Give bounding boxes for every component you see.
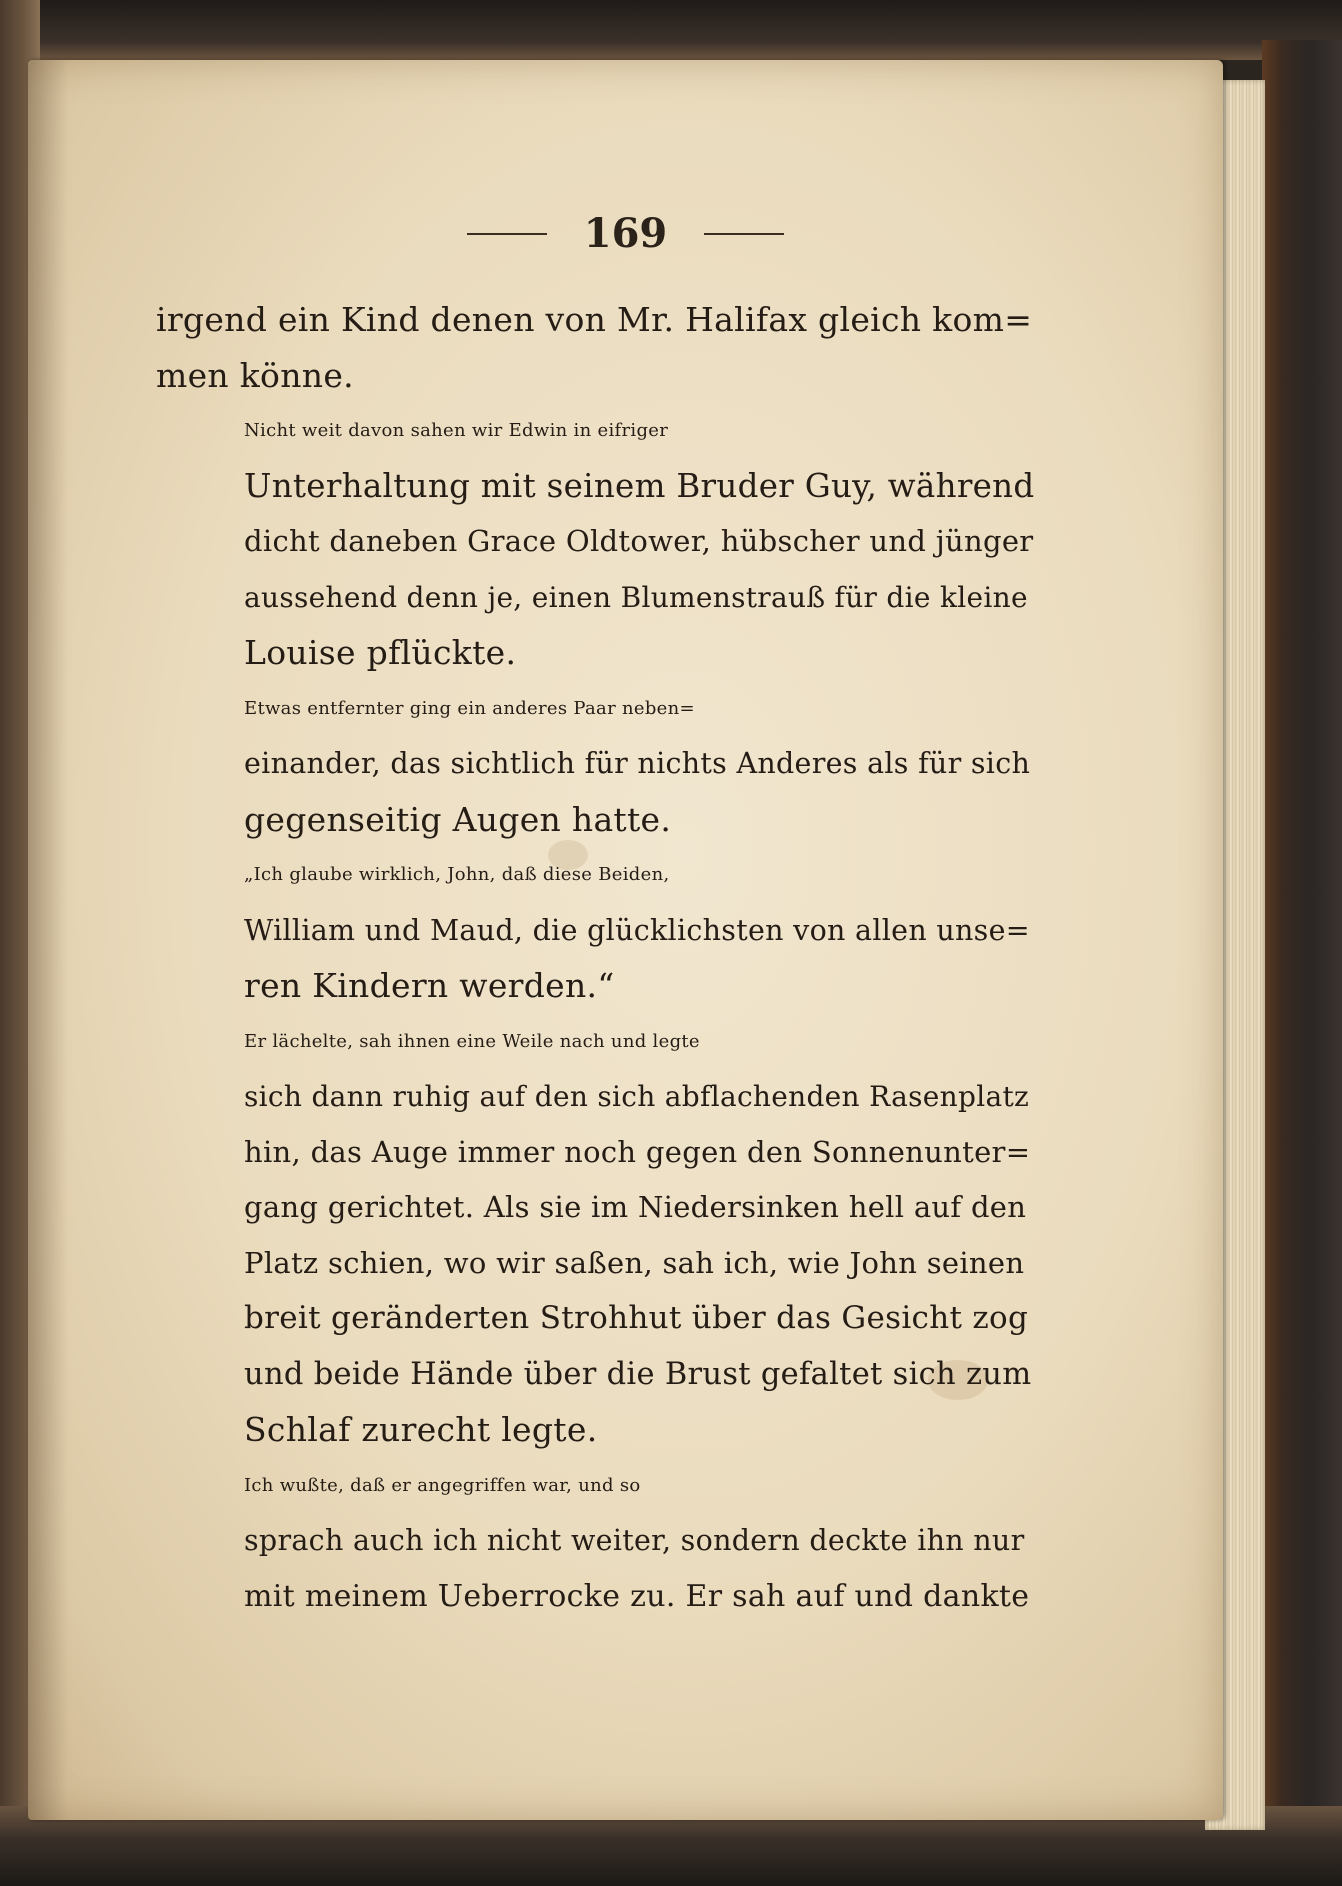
text-line: irgend ein Kind denen von Mr. Halifax gleich kom= bbox=[156, 300, 1033, 339]
text-line: sich dann ruhig auf den sich abflachenden Rasenplatz bbox=[244, 1080, 1030, 1113]
page-header bbox=[28, 210, 1223, 270]
book-cover-top bbox=[0, 0, 1342, 60]
page-body-text bbox=[156, 292, 1036, 1624]
text-line: ren Kindern werden.“ bbox=[244, 966, 615, 1005]
gutter-shadow bbox=[28, 60, 68, 1820]
text-line: Ich wußte, daß er angegriffen war, und so bbox=[244, 1474, 641, 1496]
paragraph-5 bbox=[156, 1014, 1036, 1458]
text-line: gang gerichtet. Als sie im Niedersinken hell auf den bbox=[244, 1190, 1027, 1224]
text-line: Er lächelte, sah ihnen eine Weile nach und legte bbox=[244, 1030, 700, 1052]
page-number: 169 bbox=[583, 210, 668, 257]
paragraph-6 bbox=[156, 1458, 1036, 1625]
text-line: Platz schien, wo wir saßen, sah ich, wie John seinen bbox=[244, 1245, 1025, 1280]
text-line: William und Maud, die glücklichsten von allen unse= bbox=[244, 913, 1030, 947]
paragraph-3 bbox=[156, 681, 1036, 848]
text-line: aussehend denn je, einen Blumenstrauß für die kleine bbox=[244, 580, 1028, 614]
text-line: mit meinem Ueberrocke zu. Er sah auf und dankte bbox=[244, 1578, 1030, 1614]
text-line: hin, das Auge immer noch gegen den Sonnenunter= bbox=[244, 1134, 1031, 1169]
text-line: Etwas entfernter ging ein anderes Paar neben= bbox=[244, 697, 695, 719]
book-page bbox=[28, 60, 1223, 1820]
paragraph-1 bbox=[156, 292, 1036, 403]
text-line: sprach auch ich nicht weiter, sondern deckte ihn nur bbox=[244, 1524, 1025, 1557]
header-rule-left bbox=[467, 233, 547, 235]
text-line: Nicht weit davon sahen wir Edwin in eifriger bbox=[244, 420, 669, 441]
text-line: einander, das sichtlich für nichts Anderes als für sich bbox=[244, 747, 1031, 780]
paragraph-4 bbox=[156, 847, 1036, 1014]
text-line: Unterhaltung mit seinem Bruder Guy, während bbox=[244, 466, 1035, 505]
text-line: „Ich glaube wirklich, John, daß diese Beiden, bbox=[244, 864, 670, 885]
text-line: breit geränderten Strohhut über das Gesicht zog bbox=[244, 1300, 1029, 1336]
book-cover-right bbox=[1262, 40, 1342, 1840]
text-line: dicht daneben Grace Oldtower, hübscher und jünger bbox=[244, 524, 1034, 558]
text-line: men könne. bbox=[156, 355, 354, 395]
text-line: Schlaf zurecht legte. bbox=[244, 1410, 598, 1449]
header-rule-right bbox=[704, 233, 784, 235]
text-line: Louise pflückte. bbox=[244, 633, 517, 672]
text-line: und beide Hände über die Brust gefaltet sich zum bbox=[244, 1356, 1032, 1392]
text-line: gegenseitig Augen hatte. bbox=[244, 799, 672, 839]
paragraph-2 bbox=[156, 403, 1036, 681]
